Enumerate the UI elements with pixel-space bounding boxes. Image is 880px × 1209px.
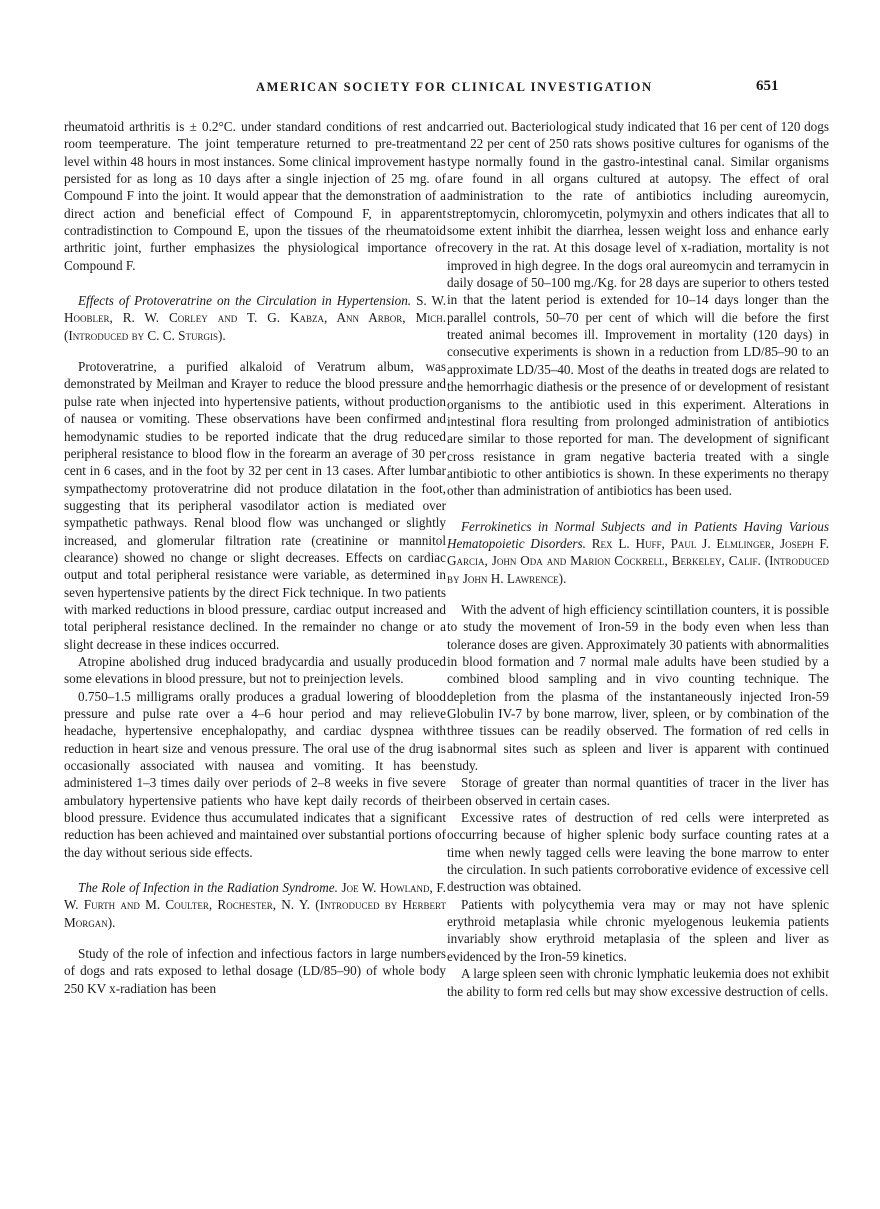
abstract-heading [447, 518, 829, 587]
right-column [447, 118, 829, 1000]
abstract-heading [64, 292, 446, 344]
abstract-paragraph: Excessive rates of destruction of red cells were interpreted as occurring because of higher splenic body surface counting rates at a time when newly tagged cells were leaving the bone marrow to enter the circulation. In such patients corroborative evidence of excessive cell destruction was obtained. [447, 810, 829, 895]
page-header [0, 80, 880, 102]
abstract-title: Ferrokinetics in Normal Subjects and in Patients Having Various Hematopoietic Disorders. [447, 518, 829, 551]
abstract-paragraph: 0.750–1.5 milligrams orally produces a gradual lowering of blood pressure and pulse rate over a 4–6 hour period and may relieve headache, hypertensive encephalopathy, and cardiac dyspnea with reduction in heart size and venous pressure. The oral use of the drug is occasionally associated with nausea and vomiting. It has been administered 1–3 times daily over periods of 2–8 weeks in five severe ambulatory hypertensive patients who have kept daily records of their blood pressure. Evidence thus accumulated indicates that a significant reduction has been achieved and maintained over substantial portions of the day without serious side effects. [64, 688, 446, 860]
abstract-paragraph: A large spleen seen with chronic lymphatic leukemia does not exhibit the ability to form red cells but may show excessive destruction of cells. [447, 966, 829, 999]
abstract-authors: Joe W. Howland, F. W. Furth and M. Coulter, Rochester, N. Y. (Introduced by Herbert Morgan). [64, 880, 446, 930]
left-column [64, 118, 446, 997]
abstract-paragraph: Protoveratrine, a purified alkaloid of Veratrum album, was demonstrated by Meilman and Krayer to reduce the blood pressure and pulse rate when injected into hypertensive patients, without production of nausea or vomiting. These observations have been confirmed and hemodynamic studies to be reported indicate that the drug reduced peripheral resistance to blood flow in the forearm an average of 30 per cent in 6 cases, and in the foot by 32 per cent in 13 cases. After lumbar sympathectomy protoveratrine did not produce dilatation in the foot, suggesting that its peripheral vasodilator action is mediated over sympathetic pathways. Renal blood flow was unchanged or slightly increased, and glomerular filtration rate (creatinine or mannitol clearance) showed no change or slight decreases. Effects on cardiac output and total peripheral resistance were variable, as determined in seven hypertensive patients by the direct Fick technique. In two patients with marked reductions in blood pressure, cardiac output increased and total peripheral resistance declined. In the remainder no change or a slight decrease in these indices occurred. [64, 359, 446, 652]
abstract-authors: Rex L. Huff, Paul J. Elmlinger, Joseph F. Garcia, John Oda and Marion Cockrell, Berkeley, Calif. (Introduced by John H. Lawrence). [447, 535, 830, 586]
abstract-paragraph: With the advent of high efficiency scintillation counters, it is possible to study the movement of Iron-59 in the body even when less than tolerance doses are given. Approximately 30 patients with abnormalities in blood formation and 7 normal male adults have been studied by a combined blood sampling and in vivo counting technique. The depletion from the plasma of the instantaneously injected Iron-59 Globulin IV-7 by bone marrow, liver, spleen, or by combination of the three tissues can be readily observed. The formation of red cells in abnormal sites such as spleen and liver is apparent with continued study. [447, 601, 829, 774]
abstract-paragraph: Atropine abolished drug induced bradycardia and usually produced some elevations in blood pressure, but not to preinjection levels. [64, 653, 446, 687]
abstract-authors: S. W. Hoobler, R. W. Corley and T. G. Kabza, Ann Arbor, Mich. (Introduced by C. C. Sturgis). [64, 293, 446, 343]
abstract-paragraph: Patients with polycythemia vera may or may not have splenic erythroid metaplasia while chronic myelogenous leukemia patients invariably show erythroid metaplasia of the spleen and liver as evidenced by the Iron-59 kinetics. [447, 896, 829, 964]
continuation-paragraph: rheumatoid arthritis is ± 0.2°C. under standard conditions of rest and room teemperature. The joint temperature returned to pre-treatment level within 48 hours in most instances. Some clinical improvement has persisted for as long as 10 days after a single injection of 25 mg. of Compound F into the joint. It would appear that the demonstration of a direct action and beneficial effect of Compound F, in apparent contradistinction to Compound E, upon the tissues of the rheumatoid arthritic joint, further emphasizes the physiological importance of Compound F. [64, 119, 446, 273]
running-head: AMERICAN SOCIETY FOR CLINICAL INVESTIGATION [256, 80, 653, 94]
abstract-title: Effects of Protoveratrine on the Circulation in Hypertension. [78, 293, 412, 309]
abstract-title: The Role of Infection in the Radiation Syndrome. [78, 880, 338, 896]
continuation-paragraph: carried out. Bacteriological study indicated that 16 per cent of 120 dogs and 22 per cent of 250 rats shows positive cultures for oganisms of the type normally found in the gastro-intestinal canal. Similar organisms are found in all organs cultured at autopsy. The effect of oral administration to the rate of antibiotics including aureomycin, streptomycin, chloromycetin, polymyxin and others indicates that all to some extent inhibit the diarrhea, lessen weight loss and enhance early recovery in the rat. At this dosage level of x-radiation, mortality is not improved in high degree. In the dogs oral aureomycin and terramycin in daily dosage of 50–100 mg./Kg. for 28 days are superior to others tested in that the latent period is extended for 10–14 days longer than the parallel controls, 50–70 per cent of which will die before the first treated animal becomes ill. Improvement in mortality (120 days) in consecutive experiments is shown in a reduction from LD/85–90 to an approximate LD/35–40. Most of the deaths in treated dogs are related to the hemorrhagic diathesis or the presence of or development of resistant organisms to the antibiotic used in this experiment. Alterations in intestinal flora resulting from prolonged administration of antibiotics are similar to those reported for man. The development of significant cross resistance in gram negative bacteria treated with a single antibiotic to other antibiotics is shown. In these experiments no therapy other than administration of antibiotics has been used. [447, 119, 829, 499]
abstract-paragraph: Storage of greater than normal quantities of tracer in the liver has been observed in certain cases. [447, 775, 829, 808]
abstract-paragraph: Study of the role of infection and infectious factors in large numbers of dogs and rats exposed to lethal dosage (LD/85–90) of whole body 250 KV x-radiation has been [64, 946, 446, 996]
abstract-heading [64, 879, 446, 931]
page-number: 651 [756, 78, 779, 94]
